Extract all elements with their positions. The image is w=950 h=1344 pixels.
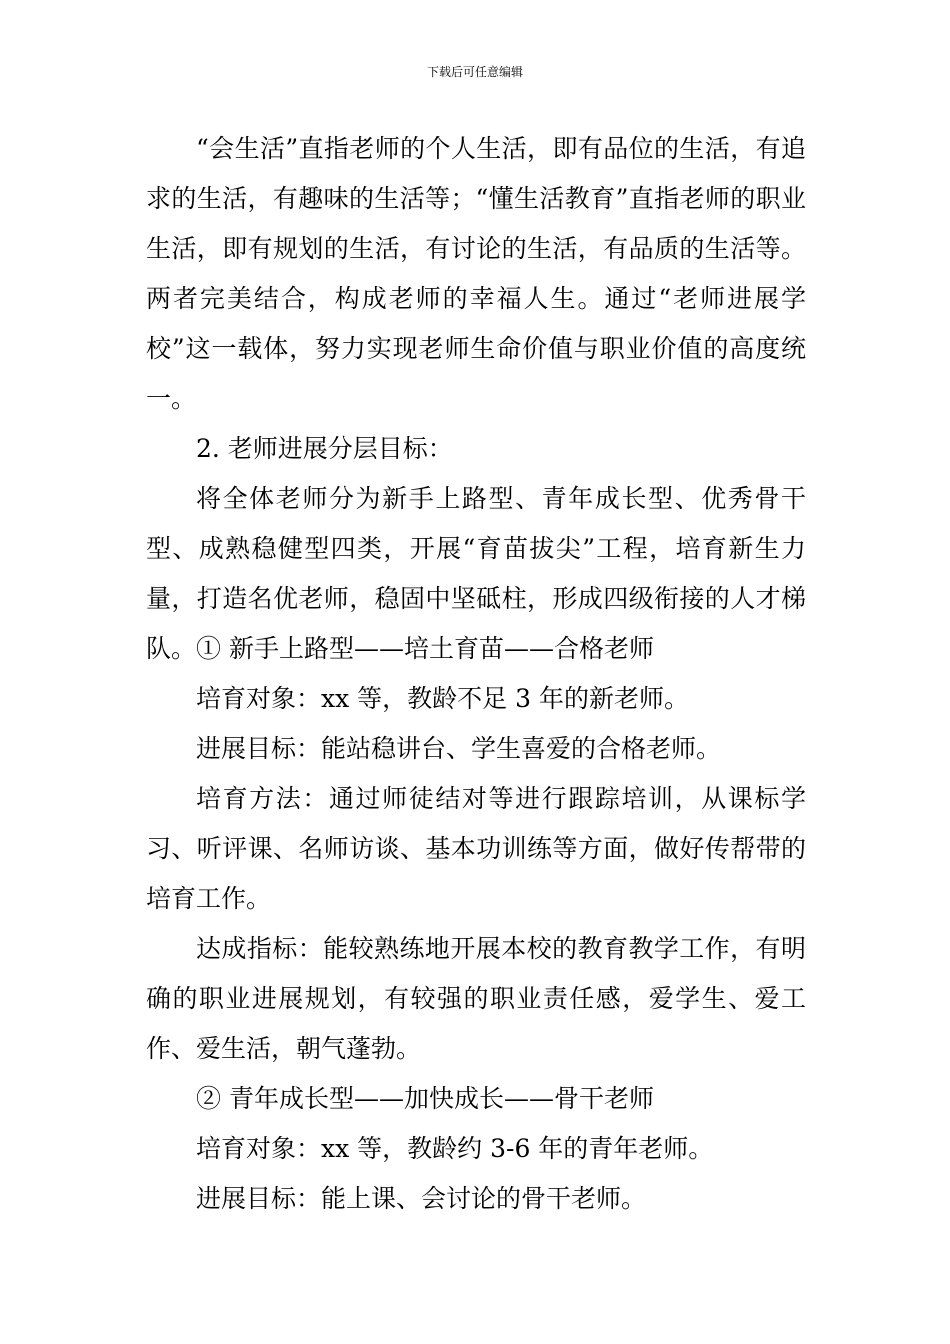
paragraph-youth-heading: ② 青年成长型——加快成长——骨干老师 bbox=[196, 1084, 654, 1113]
paragraph-novice-target: 培育对象：xx 等，教龄不足 3 年的新老师。 bbox=[196, 684, 689, 713]
paragraph-youth-goal: 进展目标：能上课、会讨论的骨干老师。 bbox=[196, 1184, 647, 1213]
paragraph-life-intro: “会生活”直指老师的个人生活，即有品位的生活，有追求的生活，有趣味的生活等；“懂生活教育”直指老师的职业生活，即有规划的生活，有讨论的生活，有品质的生活等。两者完美结合，构成老师的幸福人生。通过“老师进展学校”这一载体，努力实现老师生命价值与职业价值的高度统一。 bbox=[146, 134, 806, 413]
paragraph-novice-goal: 进展目标：能站稳讲台、学生喜爱的合格老师。 bbox=[196, 734, 722, 763]
paragraph-youth-target: 培育对象：xx 等，教龄约 3-6 年的青年老师。 bbox=[196, 1134, 714, 1163]
paragraph-section-heading: 2. 老师进展分层目标： bbox=[196, 434, 453, 463]
paragraph-novice-indicator: 达成指标：能较熟练地开展本校的教育教学工作，有明确的职业进展规划，有较强的职业责任感，爱学生、爱工作、爱生活，朝气蓬勃。 bbox=[146, 934, 806, 1063]
document-body bbox=[146, 124, 806, 1224]
paragraph-tier-overview: 将全体老师分为新手上路型、青年成长型、优秀骨干型、成熟稳健型四类，开展“育苗拔尖”工程，培育新生力量，打造名优老师，稳固中坚砥柱，形成四级衔接的人才梯队。① 新手上路型——培土育苗——合格老师 bbox=[146, 484, 806, 663]
page-header-note: 下载后可任意编辑 bbox=[426, 65, 523, 79]
paragraph-novice-method: 培育方法：通过师徒结对等进行跟踪培训，从课标学习、听评课、名师访谈、基本功训练等方面，做好传帮带的培育工作。 bbox=[146, 784, 806, 913]
